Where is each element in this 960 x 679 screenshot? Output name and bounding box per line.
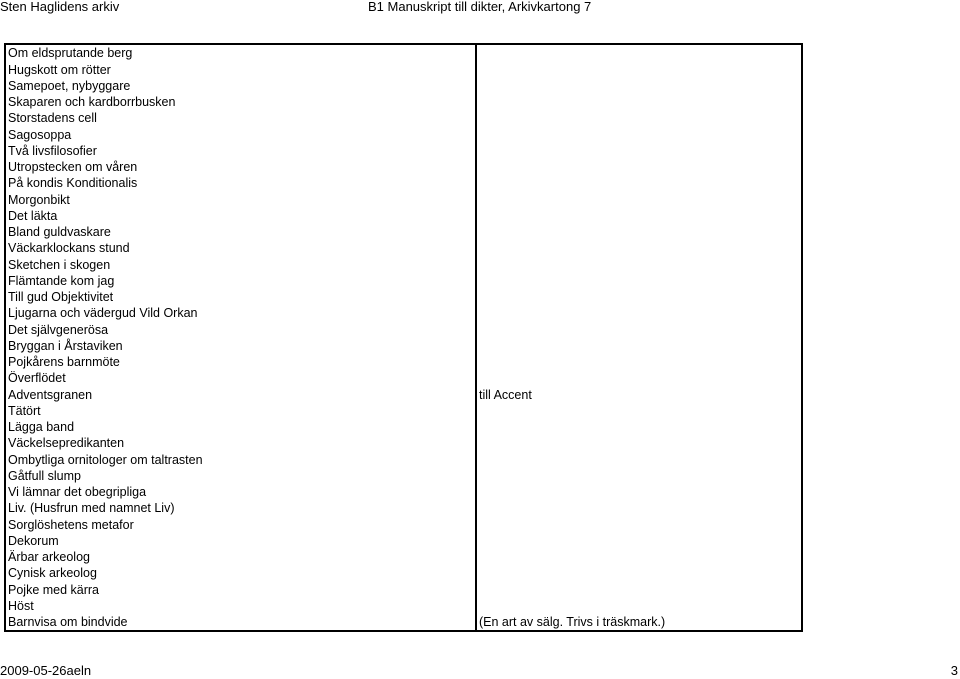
- poem-title-cell: Liv. (Husfrun med namnet Liv): [5, 500, 476, 516]
- poem-title-cell: Två livsfilosofier: [5, 143, 476, 159]
- table-row: [5, 61, 802, 77]
- note-cell: [476, 435, 802, 451]
- table-row: [5, 191, 802, 207]
- note-cell: [476, 598, 802, 614]
- poem-title-cell: Hugskott om rötter: [5, 61, 476, 77]
- table-row: [5, 435, 802, 451]
- poem-title-cell: Morgonbikt: [5, 191, 476, 207]
- note-cell: [476, 159, 802, 175]
- poem-title-cell: Ombytliga ornitologer om taltrasten: [5, 451, 476, 467]
- note-cell: [476, 451, 802, 467]
- manuscript-table: [4, 43, 803, 632]
- poem-title-cell: Väckarklockans stund: [5, 240, 476, 256]
- table-row: [5, 354, 802, 370]
- table-row: [5, 175, 802, 191]
- table-row: [5, 321, 802, 337]
- poem-title-cell: Ärbar arkeolog: [5, 549, 476, 565]
- poem-title-cell: Cynisk arkeolog: [5, 565, 476, 581]
- poem-title-cell: Bland guldvaskare: [5, 224, 476, 240]
- note-cell: [476, 44, 802, 61]
- note-cell: [476, 533, 802, 549]
- note-cell: [476, 143, 802, 159]
- table-row: [5, 143, 802, 159]
- table-row: [5, 516, 802, 532]
- poem-title-cell: Flämtande kom jag: [5, 273, 476, 289]
- table-row: [5, 78, 802, 94]
- poem-title-cell: Lägga band: [5, 419, 476, 435]
- table-row: [5, 468, 802, 484]
- poem-title-cell: Skaparen och kardborrbusken: [5, 94, 476, 110]
- table-row: [5, 451, 802, 467]
- table-row: [5, 549, 802, 565]
- poem-title-cell: På kondis Konditionalis: [5, 175, 476, 191]
- note-cell: [476, 94, 802, 110]
- note-cell: [476, 321, 802, 337]
- table-row: [5, 338, 802, 354]
- poem-title-cell: Tätört: [5, 403, 476, 419]
- header-archive-name: Sten Haglidens arkiv: [0, 0, 120, 14]
- table-row: [5, 565, 802, 581]
- note-cell: till Accent: [476, 386, 802, 402]
- poem-title-cell: Dekorum: [5, 533, 476, 549]
- table-row: [5, 370, 802, 386]
- table-row: [5, 403, 802, 419]
- poem-title-cell: Ljugarna och vädergud Vild Orkan: [5, 305, 476, 321]
- note-cell: [476, 338, 802, 354]
- note-cell: [476, 110, 802, 126]
- note-cell: [476, 61, 802, 77]
- poem-title-cell: Utropstecken om våren: [5, 159, 476, 175]
- table-row: [5, 598, 802, 614]
- table-row: [5, 256, 802, 272]
- poem-title-cell: Adventsgranen: [5, 386, 476, 402]
- note-cell: [476, 484, 802, 500]
- table-row: [5, 533, 802, 549]
- table-row: [5, 126, 802, 142]
- poem-title-cell: Gåtfull slump: [5, 468, 476, 484]
- note-cell: [476, 240, 802, 256]
- poem-title-cell: Höst: [5, 598, 476, 614]
- table-row: [5, 240, 802, 256]
- poem-title-cell: Sorglöshetens metafor: [5, 516, 476, 532]
- poem-title-cell: Barnvisa om bindvide: [5, 614, 476, 631]
- poem-title-cell: Överflödet: [5, 370, 476, 386]
- note-cell: [476, 565, 802, 581]
- footer-page-number: 3: [950, 663, 958, 678]
- footer-date: 2009-05-26aeln: [0, 663, 92, 678]
- note-cell: [476, 516, 802, 532]
- table-row: [5, 159, 802, 175]
- header-section-title: B1 Manuskript till dikter, Arkivkartong 7: [368, 0, 592, 14]
- poem-title-cell: Sagosoppa: [5, 126, 476, 142]
- note-cell: (En art av sälg. Trivs i träskmark.): [476, 614, 802, 631]
- poem-title-cell: Bryggan i Årstaviken: [5, 338, 476, 354]
- note-cell: [476, 354, 802, 370]
- note-cell: [476, 256, 802, 272]
- table-row: [5, 614, 802, 631]
- poem-title-cell: Pojkårens barnmöte: [5, 354, 476, 370]
- poem-title-cell: Om eldsprutande berg: [5, 44, 476, 61]
- table-row: [5, 305, 802, 321]
- table-row: [5, 500, 802, 516]
- poem-title-cell: Vi lämnar det obegripliga: [5, 484, 476, 500]
- poem-title-cell: Sketchen i skogen: [5, 256, 476, 272]
- note-cell: [476, 78, 802, 94]
- poem-title-cell: Väckelsepredikanten: [5, 435, 476, 451]
- poem-title-cell: Till gud Objektivitet: [5, 289, 476, 305]
- note-cell: [476, 403, 802, 419]
- poem-title-cell: Pojke med kärra: [5, 581, 476, 597]
- table-row: [5, 110, 802, 126]
- note-cell: [476, 419, 802, 435]
- note-cell: [476, 126, 802, 142]
- table-row: [5, 273, 802, 289]
- note-cell: [476, 208, 802, 224]
- note-cell: [476, 581, 802, 597]
- note-cell: [476, 549, 802, 565]
- table-row: [5, 208, 802, 224]
- note-cell: [476, 191, 802, 207]
- note-cell: [476, 305, 802, 321]
- poem-title-cell: Storstadens cell: [5, 110, 476, 126]
- poem-title-cell: Det läkta: [5, 208, 476, 224]
- table-row: [5, 386, 802, 402]
- table-row: [5, 289, 802, 305]
- note-cell: [476, 273, 802, 289]
- note-cell: [476, 370, 802, 386]
- table-row: [5, 581, 802, 597]
- note-cell: [476, 289, 802, 305]
- poem-title-cell: Det självgenerösa: [5, 321, 476, 337]
- note-cell: [476, 468, 802, 484]
- table-row: [5, 419, 802, 435]
- table-row: [5, 484, 802, 500]
- note-cell: [476, 224, 802, 240]
- poem-title-cell: Samepoet, nybyggare: [5, 78, 476, 94]
- note-cell: [476, 500, 802, 516]
- table-row: [5, 94, 802, 110]
- table-row: [5, 224, 802, 240]
- note-cell: [476, 175, 802, 191]
- table-row: [5, 44, 802, 61]
